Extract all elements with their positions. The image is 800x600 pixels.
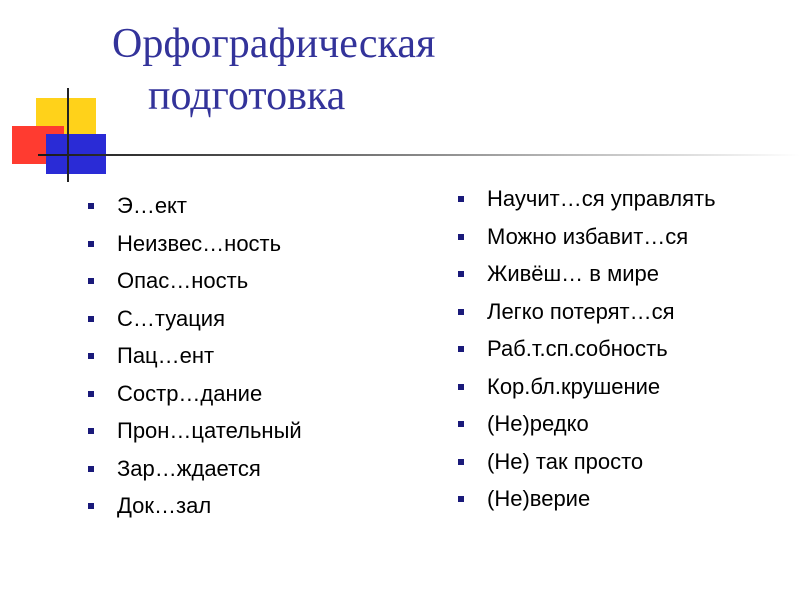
bullet-icon: [88, 503, 94, 509]
list-item: [88, 187, 302, 225]
list-item-text: (Не)редко: [487, 411, 589, 436]
list-item-text: Неизвес…ность: [117, 230, 282, 256]
list-item-text: Пац…ент: [117, 343, 215, 368]
list-item: [88, 450, 302, 488]
list-item-text: Научит…ся управлять: [487, 186, 716, 211]
list-item: [88, 337, 302, 375]
list-item-text: Живёш… в мире: [487, 261, 659, 286]
list-item-text: Кор.бл.крушение: [487, 373, 661, 399]
title-line-1: Орфографическая: [112, 21, 436, 67]
bullet-icon: [458, 496, 464, 502]
bullet-icon: [88, 428, 94, 434]
slide-title: [112, 18, 712, 122]
list-item: [458, 293, 716, 331]
list-item: [88, 225, 302, 263]
list-item: [458, 218, 716, 256]
list-item-text: Можно избавит…ся: [487, 223, 689, 249]
list-item: [458, 480, 716, 518]
list-item-text: С…туация: [117, 305, 226, 331]
list-item: [458, 443, 716, 481]
bullet-icon: [458, 309, 464, 315]
bullet-icon: [88, 391, 94, 397]
bullet-icon: [458, 421, 464, 427]
bullet-icon: [88, 278, 94, 284]
list-item-text: Состр…дание: [117, 380, 263, 406]
list-item: [88, 487, 302, 525]
list-item-text: Легко потерят…ся: [487, 298, 675, 324]
left-word-list: [88, 187, 302, 525]
list-item: [88, 375, 302, 413]
bullet-icon: [458, 459, 464, 465]
bullet-icon: [88, 466, 94, 472]
list-item: [458, 368, 716, 406]
title-underline: [38, 154, 800, 156]
list-item-text: Док…зал: [117, 493, 212, 518]
bullet-icon: [88, 353, 94, 359]
bullet-icon: [88, 203, 94, 209]
decor-vertical-line: [67, 88, 69, 182]
list-item: [458, 255, 716, 293]
list-item-text: (Не) так просто: [487, 448, 644, 474]
list-item-text: Прон…цательный: [117, 418, 302, 443]
list-item: [88, 300, 302, 338]
list-item: [88, 262, 302, 300]
bullet-icon: [88, 241, 94, 247]
right-phrase-list: [458, 180, 716, 518]
list-item: [458, 180, 716, 218]
bullet-icon: [88, 316, 94, 322]
bullet-icon: [458, 384, 464, 390]
list-item-text: Раб.т.сп.собность: [487, 336, 668, 361]
list-item-text: Опас…ность: [117, 268, 249, 293]
list-item: [458, 330, 716, 368]
list-item-text: (Не)верие: [487, 486, 591, 511]
list-item: [88, 412, 302, 450]
bullet-icon: [458, 234, 464, 240]
list-item: [458, 405, 716, 443]
bullet-icon: [458, 196, 464, 202]
list-item-text: Э…ект: [117, 193, 187, 218]
bullet-icon: [458, 346, 464, 352]
title-line-2: подготовка: [148, 73, 346, 119]
list-item-text: Зар…ждается: [117, 455, 261, 481]
bullet-icon: [458, 271, 464, 277]
